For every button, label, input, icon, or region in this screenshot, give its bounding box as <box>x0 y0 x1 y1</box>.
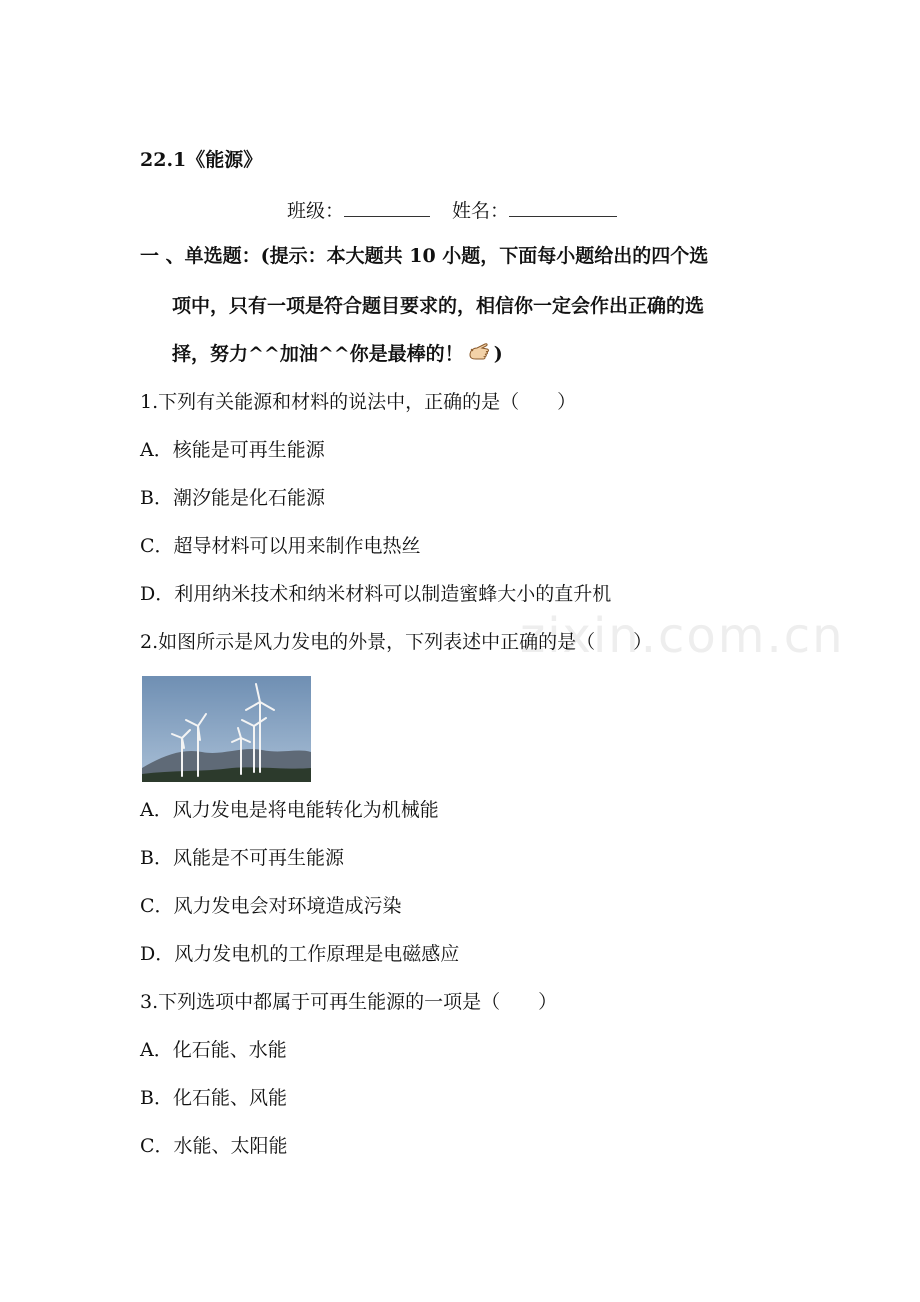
question-1-option-a: A．核能是可再生能源 <box>140 439 325 461</box>
question-2-option-c: C．风力发电会对环境造成污染 <box>140 895 402 917</box>
thumbs-up-icon <box>466 340 492 374</box>
section-heading-line2: 项中，只有一项是符合题目要求的，相信你一定会作出正确的选 <box>172 295 705 317</box>
question-2-option-b: B．风能是不可再生能源 <box>140 847 344 869</box>
section-heading-line3 <box>172 340 503 374</box>
question-2-stem: 2.如图所示是风力发电的外景，下列表述中正确的是（ ） <box>140 631 653 653</box>
name-label: 姓名： <box>452 200 510 222</box>
section-heading-line1: 一 、单选题：(提示：本大题共 10 小题，下面每小题给出的四个选 <box>140 245 709 267</box>
class-blank <box>344 196 430 217</box>
question-2-option-d: D．风力发电机的工作原理是电磁感应 <box>140 943 460 965</box>
name-blank <box>509 196 617 217</box>
question-3-stem: 3.下列选项中都属于可再生能源的一项是（ ） <box>140 991 558 1013</box>
student-info <box>287 196 617 225</box>
question-1-option-d: D．利用纳米技术和纳米材料可以制造蜜蜂大小的直升机 <box>140 583 612 605</box>
question-1-option-b: B．潮汐能是化石能源 <box>140 487 325 509</box>
section-heading-text: 择，努力^^加油^^你是最棒的！ <box>172 343 464 365</box>
question-3-option-b: B．化石能、风能 <box>140 1087 287 1109</box>
page-title: 22.1《能源》 <box>140 149 263 171</box>
watermark: zixin.com.cn <box>520 608 845 664</box>
wind-turbine-photo <box>142 676 311 782</box>
question-2-option-a: A．风力发电是将电能转化为机械能 <box>140 799 439 821</box>
section-heading-close: ) <box>493 343 503 365</box>
class-label: 班级： <box>287 200 345 222</box>
question-3-option-c: C．水能、太阳能 <box>140 1135 288 1157</box>
question-1-option-c: C．超导材料可以用来制作电热丝 <box>140 535 421 557</box>
question-3-option-a: A．化石能、水能 <box>140 1039 287 1061</box>
question-1-stem: 1.下列有关能源和材料的说法中，正确的是（ ） <box>140 391 577 413</box>
